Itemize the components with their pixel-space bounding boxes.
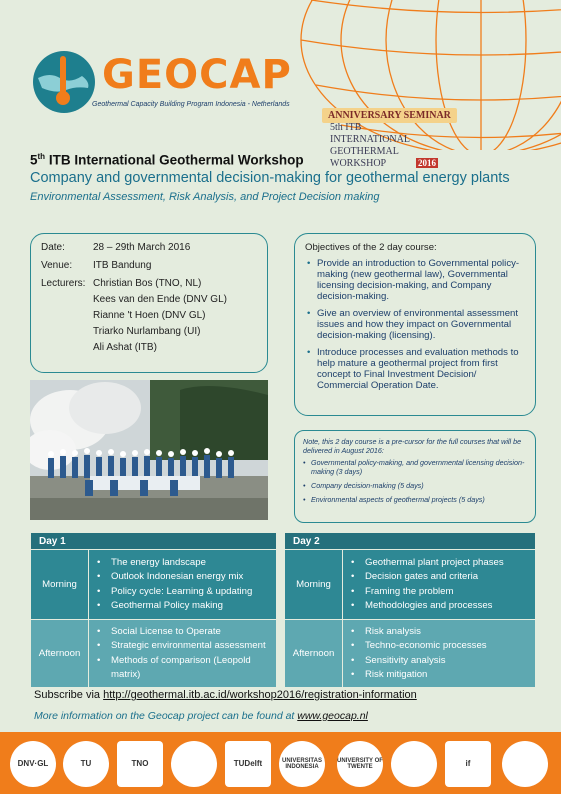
more-info-line	[34, 710, 368, 722]
activity-item: • Outlook Indonesian energy mix	[111, 570, 276, 585]
afternoon-activities	[89, 620, 277, 688]
activity-item: • Social License to Operate	[111, 625, 276, 640]
activity-item: • Geothermal plant project phases	[365, 556, 535, 571]
subscribe-prefix: Subscribe via	[34, 689, 104, 701]
event-info-box	[30, 233, 268, 373]
anniversary-line: 5th ITB	[330, 122, 362, 133]
morning-activities	[343, 550, 536, 620]
anniversary-seminar-badge	[322, 108, 472, 170]
objective-item: • Give an overview of environmental assessment issues and how they impact on Governmental decision-making (licensing).	[317, 308, 525, 341]
venue-value: ITB Bandung	[93, 260, 152, 271]
anniversary-year: 2016	[418, 158, 436, 168]
anniversary-banner: ANNIVERSARY SEMINAR	[322, 108, 457, 123]
note-item: • Company decision-making (5 days)	[311, 481, 527, 490]
day1-schedule-table	[30, 532, 277, 688]
activity-item: • Risk mitigation	[365, 668, 535, 683]
page-title: Company and governmental decision-making for geothermal energy plants	[30, 170, 510, 186]
partner-logo-ui: UNIVERSITAS INDONESIA	[279, 741, 325, 787]
venue-label: Venue:	[41, 260, 73, 271]
geocap-logo	[30, 44, 300, 116]
partner-logo-if: if	[445, 741, 491, 787]
subscribe-line	[34, 689, 417, 701]
anniversary-line: GEOTHERMAL	[330, 146, 399, 157]
day2-schedule-table	[284, 532, 536, 688]
lecturer-name: Triarko Nurlambang (UI)	[93, 326, 201, 337]
activity-item: • Techno-economic processes	[365, 639, 535, 654]
page-subtitle: Environmental Assessment, Risk Analysis, and Project Decision making	[30, 191, 380, 203]
activity-item: • Decision gates and criteria	[365, 570, 535, 585]
partner-logo-seal	[171, 741, 217, 787]
activity-item: • The energy landscape	[111, 556, 276, 571]
activity-item: • Policy cycle: Learning & updating	[111, 585, 276, 600]
lecturers-list	[93, 278, 227, 358]
partner-logos-footer	[0, 732, 561, 794]
activity-item: • Framing the problem	[365, 585, 535, 600]
partner-logo-tudelft: TUDelft	[225, 741, 271, 787]
morning-label: Morning	[285, 550, 343, 620]
afternoon-label: Afternoon	[285, 620, 343, 688]
note-item: • Governmental policy-making, and governmental licensing decision-making (3 days)	[311, 458, 527, 476]
partner-logo-tu: TU	[63, 741, 109, 787]
note-item: • Environmental aspects of geothermal projects (5 days)	[311, 495, 527, 504]
activity-item: • Methods of comparison (Leopold matrix)	[111, 654, 276, 683]
registration-link[interactable]: http://geothermal.itb.ac.id/workshop2016/registration-information	[103, 689, 417, 701]
logo-tagline: Geothermal Capacity Building Program Indonesia - Netherlands	[92, 101, 290, 108]
globe-map-icon	[30, 48, 98, 116]
afternoon-activities	[343, 620, 536, 688]
objective-item: • Provide an introduction to Governmental policy-making (new geothermal law), Governmental licensing decision-making, and Company decision-making.	[317, 258, 525, 302]
lecturer-name: Rianne 't Hoen (DNV GL)	[93, 310, 206, 321]
more-info-prefix: More information on the Geocap project can be found at	[34, 710, 298, 722]
day2-title: Day 2	[285, 533, 536, 550]
geocap-website-link[interactable]: www.geocap.nl	[297, 710, 368, 722]
objectives-heading: Objectives of the 2 day course:	[305, 242, 437, 253]
morning-label: Morning	[31, 550, 89, 620]
partner-logo-tno: TNO	[117, 741, 163, 787]
objective-item: • Introduce processes and evaluation methods to help mature a geothermal project from first concept to Final Investment Decision/ Commercial Operation Date.	[317, 347, 525, 391]
anniversary-line: WORKSHOP	[330, 158, 387, 169]
lecturer-name: Christian Bos (TNO, NL)	[93, 278, 202, 289]
morning-activities	[89, 550, 277, 620]
logo-wordmark: GEOCAP	[102, 52, 292, 98]
workshop-title: 5th ITB International Geothermal Workshop	[30, 152, 304, 168]
day1-title: Day 1	[31, 533, 277, 550]
partner-logo-dnvgl: DNV·GL	[10, 741, 56, 787]
afternoon-label: Afternoon	[31, 620, 89, 688]
activity-item: • Risk analysis	[365, 625, 535, 640]
activity-item: • Methodologies and processes	[365, 599, 535, 614]
lecturers-label: Lecturers:	[41, 278, 86, 289]
partner-logo-emblem	[502, 741, 548, 787]
date-label: Date:	[41, 242, 65, 253]
date-value: 28 – 29th March 2016	[93, 242, 191, 253]
activity-item: • Sensitivity analysis	[365, 654, 535, 669]
objectives-box	[294, 233, 536, 416]
group-photo	[30, 380, 268, 520]
note-text: Note, this 2 day course is a pre-cursor for the full courses that will be delivered in August 2016:	[303, 437, 522, 455]
partner-logo-twente: UNIVERSITY OF TWENTE	[337, 741, 383, 787]
activity-item: • Geothermal Policy making	[111, 599, 276, 614]
anniversary-line: INTERNATIONAL	[330, 134, 410, 145]
partner-logo-crest	[391, 741, 437, 787]
lecturer-name: Ali Ashat (ITB)	[93, 342, 157, 353]
note-box	[294, 430, 536, 523]
lecturer-name: Kees van den Ende (DNV GL)	[93, 294, 227, 305]
activity-item: • Strategic environmental assessment	[111, 639, 276, 654]
